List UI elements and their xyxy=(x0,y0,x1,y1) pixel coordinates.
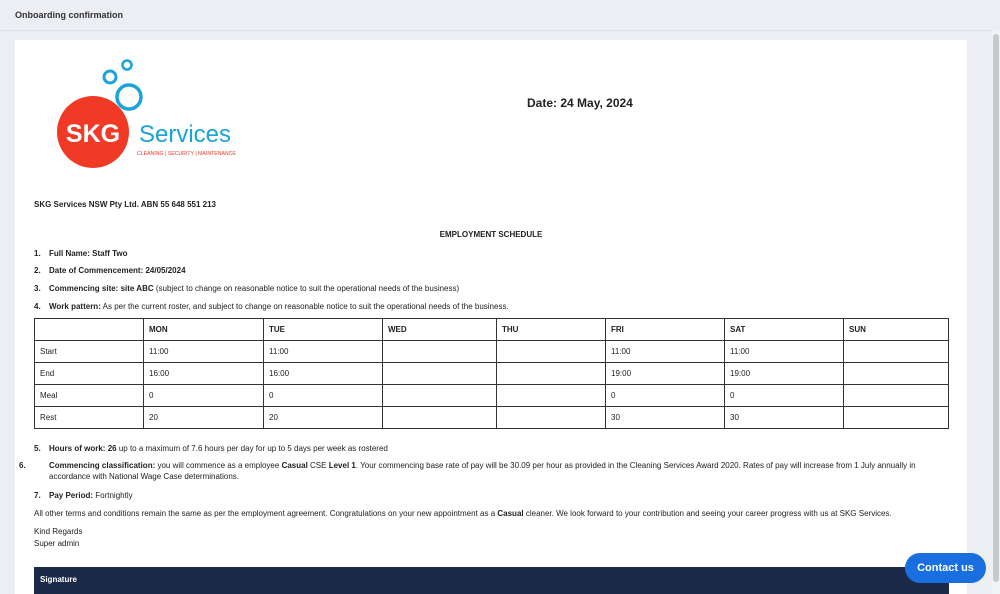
table-cell: 19:00 xyxy=(606,363,725,385)
table-cell xyxy=(383,363,497,385)
item-hours-of-work: 5. Hours of work: 26 up to a maximum of 7.6 hours per day for up to 5 days per week as rostered xyxy=(34,444,388,453)
table-cell: 20 xyxy=(144,407,264,429)
logo-name: Services xyxy=(139,121,232,148)
company-logo xyxy=(51,56,251,168)
logo-brand: SKG xyxy=(65,120,121,148)
kind-regards: Kind Regards xyxy=(34,527,83,536)
item-commencing-site: 3. Commencing site: site ABC (subject to change on reasonable notice to suit the operational needs of the business) xyxy=(34,284,460,293)
work-pattern-table xyxy=(34,318,949,429)
table-cell xyxy=(844,363,949,385)
schedule-title: EMPLOYMENT SCHEDULE xyxy=(439,230,543,239)
logo-bubble-large xyxy=(117,85,141,109)
document xyxy=(15,40,967,594)
table-cell xyxy=(383,341,497,363)
logo-bubble-small xyxy=(123,61,132,70)
table-cell: 11:00 xyxy=(725,341,844,363)
table-header-row xyxy=(35,319,949,341)
table-row xyxy=(35,385,949,407)
table-header-cell: WED xyxy=(383,319,497,341)
company-name: SKG Services NSW Pty Ltd. ABN 55 648 551 213 xyxy=(34,200,217,209)
table-cell: 19:00 xyxy=(725,363,844,385)
table-header-cell: MON xyxy=(144,319,264,341)
table-cell xyxy=(497,385,606,407)
table-cell xyxy=(844,385,949,407)
table-row xyxy=(35,407,949,429)
table-header-cell: SAT xyxy=(725,319,844,341)
table-cell xyxy=(497,363,606,385)
table-cell: 11:00 xyxy=(264,341,383,363)
table-cell: 30 xyxy=(725,407,844,429)
logo-bubble-medium xyxy=(104,71,116,83)
table-cell: 0 xyxy=(606,385,725,407)
closing-paragraph: All other terms and conditions remain the same as per the employment agreement. Congratulations on your new appointment as a Casual cleaner. We look forward to your contribution and seeing your career progress with us at SKG Services. xyxy=(34,509,892,518)
item-commencement-date: 2. Date of Commencement: 24/05/2024 xyxy=(34,266,186,275)
table-cell: Rest xyxy=(35,407,144,429)
item-classification: 6. Commencing classification: you will commence as a employee Casual CSE Level 1. Your commencing base rate of pay will be 30.09 per hour as provided in the Cleaning Services Award 2020. Rates of pay will increase from 1 July annually in accordance with National Wage Case determinations. xyxy=(19,461,916,481)
table-cell: 0 xyxy=(264,385,383,407)
scrollbar-thumb[interactable] xyxy=(993,34,999,582)
table-cell: 0 xyxy=(144,385,264,407)
table-cell xyxy=(844,341,949,363)
table-header-cell: THU xyxy=(497,319,606,341)
item-pay-period: 7. Pay Period: Fortnightly xyxy=(34,491,133,500)
table-cell: 11:00 xyxy=(606,341,725,363)
table-cell: Start xyxy=(35,341,144,363)
item-full-name: 1. Full Name: Staff Two xyxy=(34,249,128,258)
document-date: Date: 24 May, 2024 xyxy=(527,96,633,110)
item-work-pattern: 4. Work pattern: As per the current roster, and subject to change on reasonable notice to suit the operational needs of the business. xyxy=(34,302,509,311)
table-cell: 16:00 xyxy=(144,363,264,385)
contact-us-button[interactable]: Contact us xyxy=(905,553,986,583)
table-cell: End xyxy=(35,363,144,385)
signer-name: Super admin xyxy=(34,539,80,548)
table-cell xyxy=(383,407,497,429)
table-header-cell xyxy=(35,319,144,341)
header-divider xyxy=(0,30,1000,31)
table-cell: 30 xyxy=(606,407,725,429)
table-header-cell: SUN xyxy=(844,319,949,341)
table-cell: 20 xyxy=(264,407,383,429)
table-header-cell: FRI xyxy=(606,319,725,341)
table-cell xyxy=(497,407,606,429)
table-row xyxy=(35,363,949,385)
table-cell: 16:00 xyxy=(264,363,383,385)
table-cell xyxy=(383,385,497,407)
table-cell xyxy=(497,341,606,363)
table-cell: 11:00 xyxy=(144,341,264,363)
page-title: Onboarding confirmation xyxy=(15,10,123,20)
logo-tagline: CLEANING | SECURITY | MAINTENANCE xyxy=(137,151,236,157)
table-cell: Meal xyxy=(35,385,144,407)
table-header-cell: TUE xyxy=(264,319,383,341)
table-cell xyxy=(844,407,949,429)
signature-section-header: Signature xyxy=(34,567,949,594)
table-row xyxy=(35,341,949,363)
table-cell: 0 xyxy=(725,385,844,407)
